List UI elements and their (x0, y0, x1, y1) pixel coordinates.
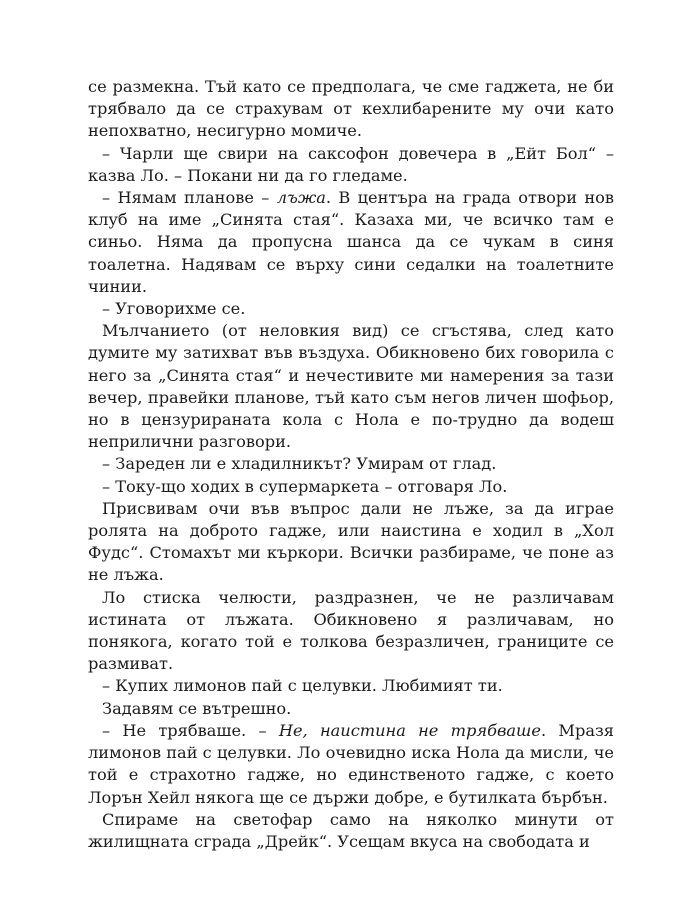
text-run: – Не трябваше. – (102, 720, 279, 740)
text-run: се размекна. Тъй като се предполага, че сме гаджета, не би трябвало да се страхувам от кехлибарените му очи като непохватно, несигурно момиче. (88, 77, 614, 141)
text-run: – Зареден ли е хладилникът? Умирам от глад. (102, 454, 497, 474)
paragraph (88, 320, 614, 453)
text-run: Спираме на светофар само на няколко минути от жилищната сграда „Дрейк“. Усещам вкуса на свободата и (88, 809, 614, 851)
text-run: Мълчанието (от неловкия вид) се сгъстява, след като думите му затихват във въздуха. Обикновено бих говорила с него за „Синята стая“ и нечестивите ми намерения за тази вечер, правейки планове, тъй като съм негов личен шофьор, но в цензурираната кола с Нола е по-трудно да водеш неприлични разговори. (88, 321, 614, 452)
paragraph (88, 76, 614, 143)
paragraph (88, 498, 614, 587)
text-run: – Уговорихме се. (102, 299, 246, 319)
paragraph (88, 587, 614, 676)
italic-text: Не, наистина не трябваше (278, 720, 541, 740)
text-run: . Мразя лимонов пай с целувки. Ло очевидно иска Нола да мисли, че той е страхотно гадже, но единственото гадже, с което Лорън Хейл някога ще се държи добре, е бутилката бърбън. (88, 720, 615, 807)
paragraph (88, 453, 614, 475)
text-run: Ло стиска челюсти, раздразнен, че не различавам истината от лъжата. Обикновено я различавам, но понякога, когато той е толкова безразличен, границите се размиват. (88, 587, 614, 674)
paragraph (88, 298, 614, 320)
text-run: – Нямам планове – (102, 188, 277, 208)
text-run: . В центъра на града отвори нов клуб на име „Синята стая“. Казаха ми, че всичко там е синьо. Няма да пропусна шанса да се чукам в синя тоалетна. Надявам се върху сини седалки на тоалетните чинии. (88, 188, 614, 296)
text-run: – Купих лимонов пай с целувки. Любимият ти. (102, 676, 503, 696)
italic-text: лъжа (276, 188, 326, 208)
text-run: Присвивам очи във въпрос дали не лъже, за да играе ролята на доброто гадже, или наистина е ходил в „Хол Фудс“. Стомахът ми къркори. Всички разбираме, че поне аз не лъжа. (88, 498, 614, 585)
paragraph (88, 476, 614, 498)
book-page (88, 76, 614, 853)
paragraph (88, 187, 614, 298)
paragraph (88, 809, 614, 853)
paragraph (88, 143, 614, 187)
paragraph (88, 698, 614, 720)
paragraph (88, 720, 614, 809)
paragraph (88, 675, 614, 697)
text-run: – Току-що ходих в супермаркета – отговаря Ло. (102, 476, 508, 496)
text-run: Задавям се вътрешно. (102, 698, 292, 718)
text-run: – Чарли ще свири на саксофон довечера в „Ейт Бол“ – казва Ло. – Покани ни да го гледаме. (88, 143, 614, 185)
